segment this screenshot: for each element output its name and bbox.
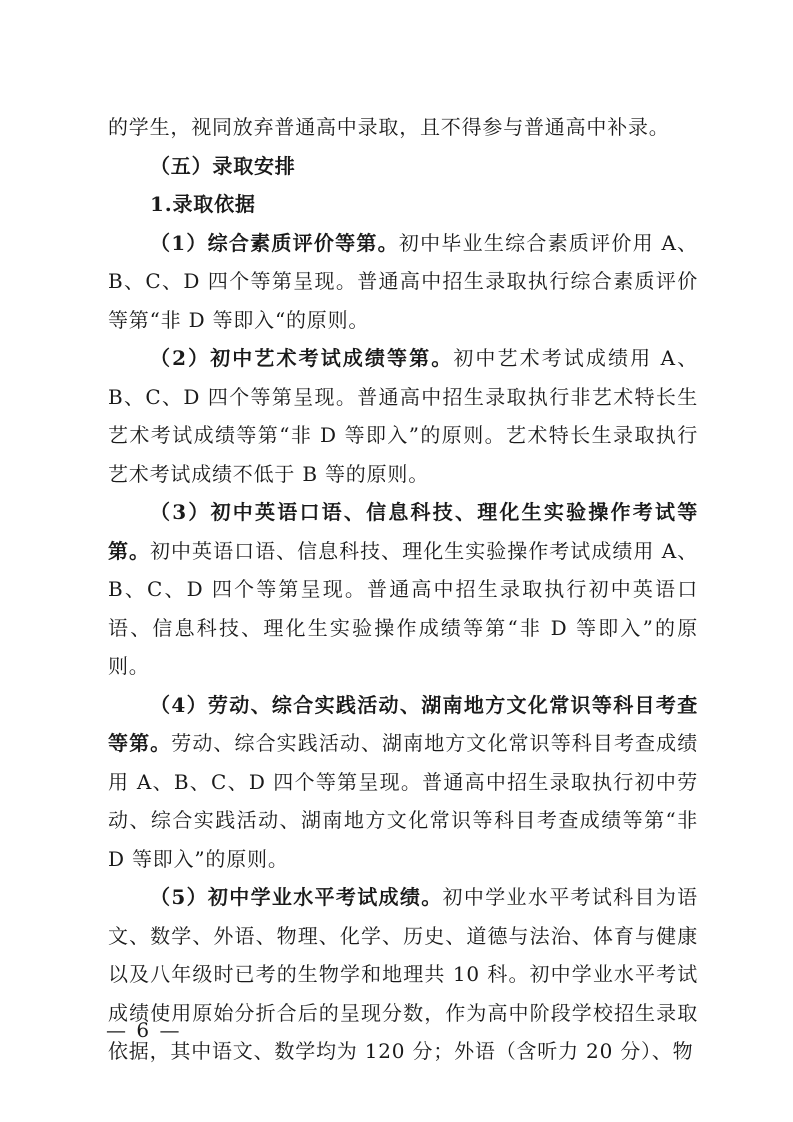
paragraph-text: 初中学业水平考试科目为语文、数学、外语、物理、化学、历史、道德与法治、体育与健康以及八年级时已考的生物学和地理共 10 科。初中学业水平考试成绩使用原始分折合后的呈现分数，作为高中阶段学校招生录取依据，其中语文、数学均为 120 分；外语（含听力 20 分）、物 (108, 885, 698, 1063)
document-body (108, 108, 698, 1071)
paragraph-lead: （3）初中英语口语、信息科技、理化生实验操作考试等第。 (108, 500, 698, 563)
paragraph-text: 初中艺术考试成绩用 A、B、C、D 四个等第呈现。普通高中招生录取执行非艺术特长生艺术考试成绩等第“非 D 等即入”的原则。艺术特长生录取执行艺术考试成绩不低于 B 等的原则。 (108, 346, 698, 486)
paragraph-labor-practice (108, 686, 698, 879)
paragraph-lead: （4）劳动、综合实践活动、湖南地方文化常识等科目考查等第。 (108, 692, 698, 755)
paragraph-lead: （5）初中学业水平考试成绩。 (150, 885, 443, 909)
paragraph-text: 的学生，视同放弃普通高中录取，且不得参与普通高中补录。 (108, 115, 670, 139)
page-number: — 6 — (106, 1018, 182, 1042)
section-heading (108, 147, 698, 186)
paragraph-text: 劳动、综合实践活动、湖南地方文化常识等科目考查成绩用 A、B、C、D 四个等第呈现。普通高中招生录取执行初中劳动、综合实践活动、湖南地方文化常识等科目考查成绩等第“非 D 等即入”的原则。 (108, 731, 698, 871)
paragraph-comprehensive-quality (108, 224, 698, 340)
paragraph-art-exam (108, 339, 698, 493)
paragraph-lead: （2）初中艺术考试成绩等第。 (150, 346, 454, 370)
paragraph-text: 初中英语口语、信息科技、理化生实验操作考试成绩用 A、B、C、D 四个等第呈现。普通高中招生录取执行初中英语口语、信息科技、理化生实验操作成绩等第“非 D 等即入”的原则。 (108, 538, 698, 678)
subsection-heading (108, 185, 698, 224)
paragraph-oral-it-lab (108, 493, 698, 686)
section-heading-text: （五）录取安排 (150, 153, 296, 178)
subsection-heading-text: 1.录取依据 (150, 192, 256, 216)
paragraph-text: 初中毕业生综合素质评价用 A、B、C、D 四个等第呈现。普通高中招生录取执行综合素质评价等第“非 D 等即入“的原则。 (108, 230, 698, 332)
paragraph-academic-level-exam (108, 878, 698, 1071)
paragraph-lead: （1）综合素质评价等第。 (150, 230, 399, 255)
paragraph-continuation (108, 108, 698, 147)
